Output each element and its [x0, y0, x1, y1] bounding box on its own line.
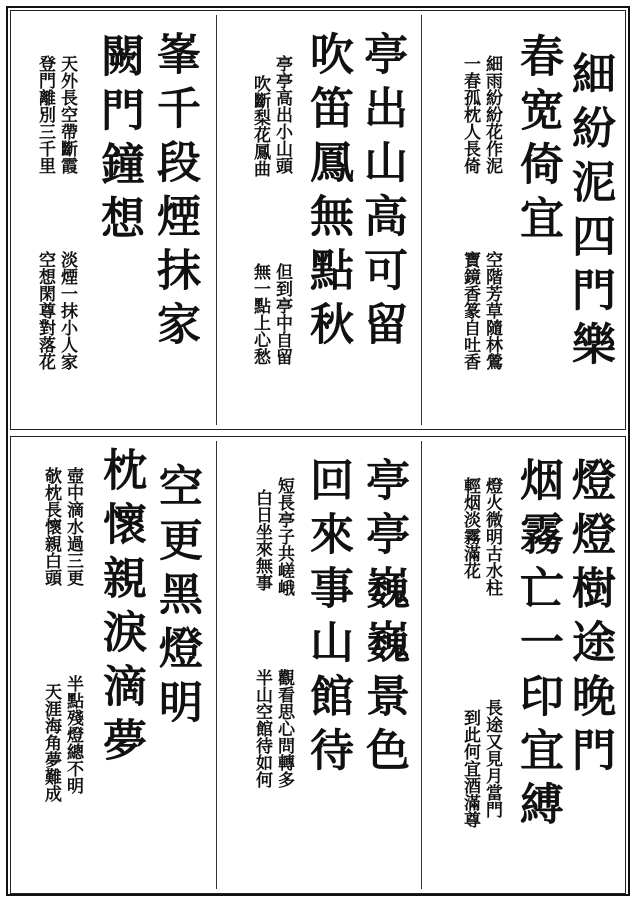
- top-panel: [10, 10, 626, 430]
- poem-big-column-left: 春宽倚宜: [512, 33, 563, 249]
- poem-verse: 燈火微明古水柱: [482, 477, 502, 596]
- poem-cell-1: [423, 11, 625, 429]
- poem-verse: 無一點上心愁: [250, 263, 270, 365]
- panel-divider: [421, 15, 422, 425]
- poem-big-column-right: 亭出山高可留: [356, 31, 407, 355]
- poem-verse: 細雨紛紛花作泥: [482, 55, 502, 174]
- poem-verse: 欹枕長懷親白頭: [41, 467, 61, 586]
- poem-verse: 但到亭中自留: [272, 263, 292, 365]
- bottom-panel: [10, 436, 626, 894]
- poem-cell-6: [13, 437, 216, 893]
- poem-verse: 寶鏡香篆自吐香: [460, 251, 480, 370]
- poem-verse: 短長亭子共嵯峨: [274, 477, 294, 596]
- poem-big-column-right: 空更黑燈明: [151, 463, 202, 733]
- poem-verse: 空想閑尊對落花: [35, 251, 55, 370]
- poem-cell-4: [423, 437, 625, 893]
- poem-verse: 半山空館待如何: [252, 669, 272, 788]
- poem-cell-3: [13, 11, 216, 429]
- poem-big-column-left: 烟霧亡一印宜縛: [512, 457, 563, 835]
- poem-verse: 輕烟淡霧滿花: [460, 477, 480, 579]
- poem-verse: 觀看思心問轉多: [274, 669, 294, 788]
- poem-big-column-left: 吹笛鳳無點秋: [302, 31, 353, 355]
- poem-verse: 淡煙一抹小人家: [57, 251, 77, 370]
- poem-verse: 登門離別三千里: [35, 55, 55, 174]
- poem-verse: 亭亭高出小山頭: [272, 55, 292, 174]
- panel-divider: [421, 441, 422, 889]
- document-page: [6, 6, 630, 896]
- poem-cell-2: [218, 11, 421, 429]
- poem-big-column-left: 枕懷親淚滴夢: [95, 447, 146, 771]
- poem-big-column-left: 回來事山館待: [302, 457, 353, 781]
- poem-verse: 半點殘燈總不明: [63, 675, 83, 794]
- poem-cell-5: [218, 437, 421, 893]
- poem-verse: 壺中滴水過三更: [63, 467, 83, 586]
- poem-verse: 空階芳草隨林鶯: [482, 251, 502, 370]
- poem-big-column-left: 闕門鐘想: [93, 33, 144, 249]
- poem-big-column-right: 燈燈樹途晚門: [564, 457, 615, 781]
- poem-big-column-right: 細紛泥四門樂: [564, 51, 615, 375]
- panel-divider: [216, 441, 217, 889]
- poem-verse: 到此何宜酒滿尊: [460, 709, 480, 828]
- poem-verse: 一春孤枕人長倚: [460, 55, 480, 174]
- poem-verse: 長途又見月當門: [482, 699, 502, 818]
- poem-verse: 白日坐來無事: [252, 489, 272, 591]
- poem-verse: 天外長空帶斷霞: [57, 55, 77, 174]
- poem-big-column-right: 峯千段煙抹家: [149, 31, 200, 355]
- poem-verse: 吹斷梨花鳳曲: [250, 75, 270, 177]
- panel-divider: [216, 15, 217, 425]
- poem-big-column-right: 亭亭巍巍景色: [358, 457, 409, 781]
- poem-verse: 天涯海角夢難成: [41, 683, 61, 802]
